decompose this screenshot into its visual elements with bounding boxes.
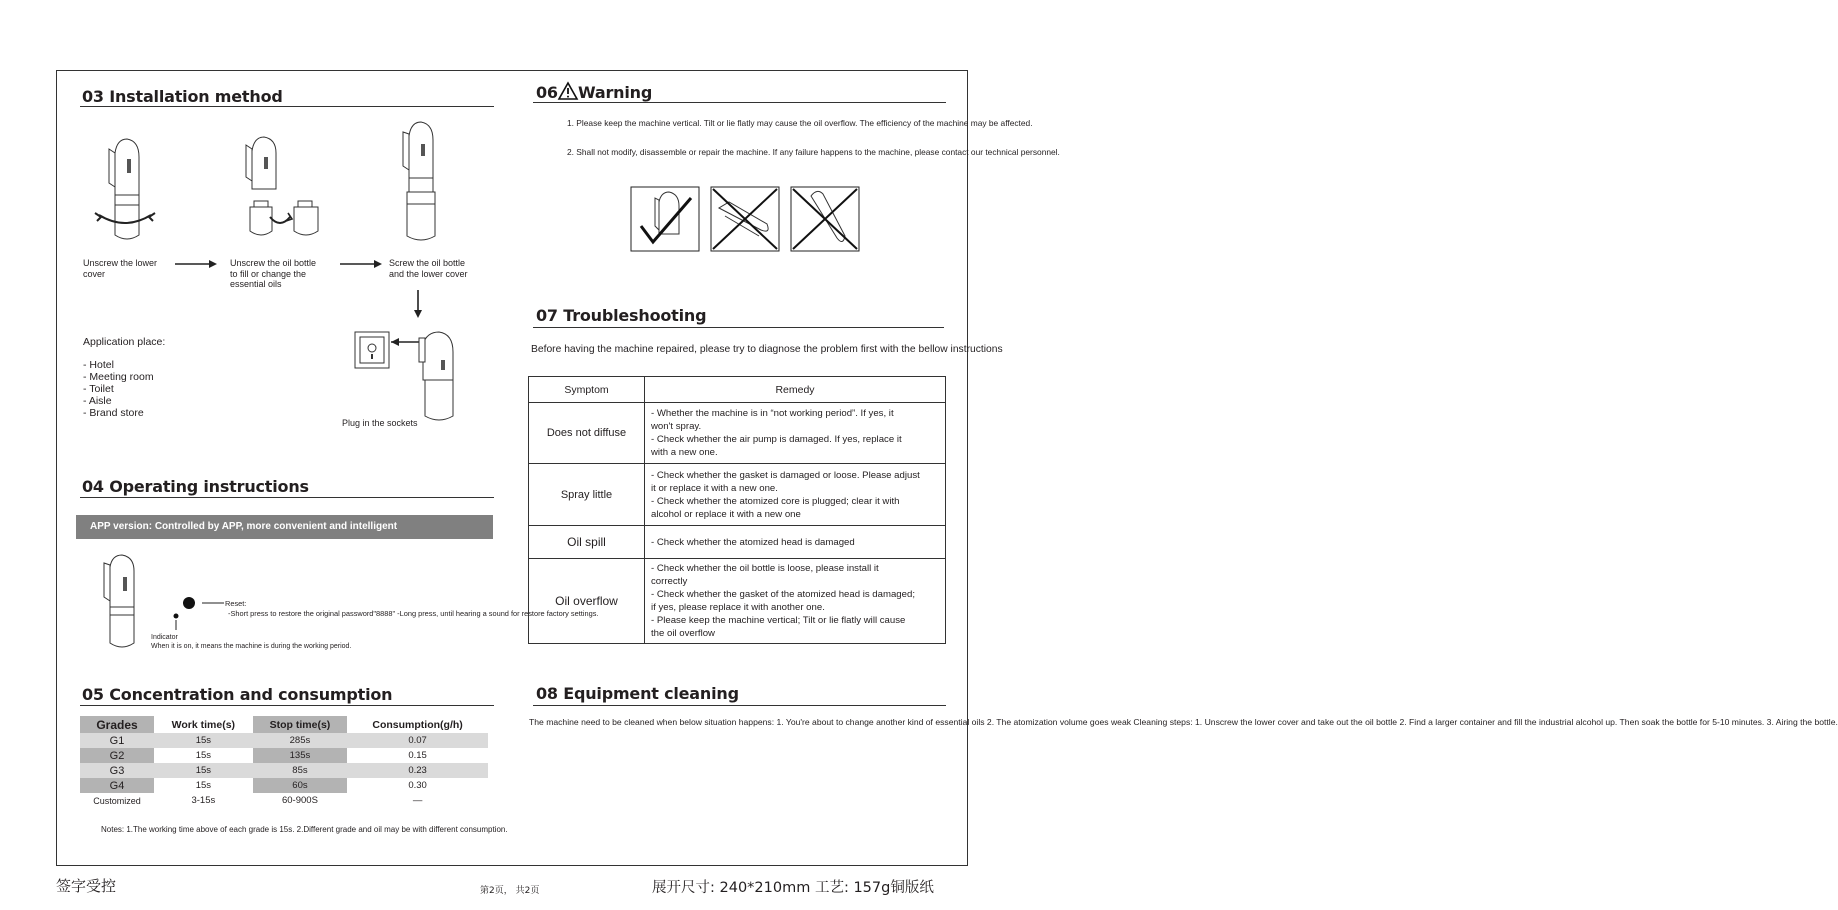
socket-plug-illustration (355, 330, 467, 422)
device-operating-illustration (96, 553, 148, 651)
table-row (80, 748, 488, 763)
app-version-bar: APP version: Controlled by APP, more convenient and intelligent (76, 515, 493, 539)
work-cell: 3-15s (154, 793, 253, 808)
stop-cell: 85s (253, 763, 347, 778)
footer-right: 展开尺寸: 240*210mm 工艺: 157g铜版纸 (652, 880, 934, 896)
header-remedy: Remedy (645, 377, 946, 403)
operating-title: 04 Operating instructions (82, 477, 309, 496)
warning-title: Warning (578, 83, 653, 102)
stop-cell: 135s (253, 748, 347, 763)
symptom-cell: Oil spill (529, 526, 645, 559)
symptom-cell: Does not diffuse (529, 403, 645, 464)
warning-triangle-icon (558, 82, 578, 100)
step-3-caption: Screw the oil bottle and the lower cover (389, 258, 468, 279)
consumption-cell: 0.07 (347, 733, 488, 748)
wrong-lying-icon (711, 187, 779, 251)
device-unscrew-cover-illustration (95, 135, 161, 245)
troubleshooting-intro: Before having the machine repaired, please try to diagnose the problem first with the bellow instructions (531, 344, 1003, 355)
table-row (80, 763, 488, 778)
header-work-time: Work time(s) (154, 716, 253, 733)
down-arrow-icon (412, 290, 424, 318)
troubleshooting-rule (533, 327, 944, 328)
consumption-cell: — (347, 793, 488, 808)
step-arrow-icon (175, 258, 217, 270)
work-cell: 15s (154, 748, 253, 763)
remedy-cell: - Check whether the atomized head is damaged (645, 526, 946, 559)
reset-title: Reset: (225, 599, 247, 608)
work-cell: 15s (154, 763, 253, 778)
application-place: - Aisle (83, 395, 112, 407)
reset-button-icon (172, 596, 232, 636)
orientation-warning-icons (631, 186, 859, 252)
consumption-cell: 0.23 (347, 763, 488, 778)
application-place: - Brand store (83, 407, 144, 419)
consumption-cell: 0.30 (347, 778, 488, 793)
remedy-cell: - Whether the machine is in “not working period”. If yes, it won't spray. - Check whether the air pump is damaged. If yes, replace it with a new one. (645, 403, 946, 464)
grade-cell: G1 (80, 733, 154, 748)
grade-cell: G2 (80, 748, 154, 763)
grade-cell: G4 (80, 778, 154, 793)
reset-lines: -Short press to restore the original password"8888" -Long press, until hearing a sound for restore factory settings. (228, 609, 599, 618)
footer-page-number: 第2页， 共2页 (480, 886, 540, 896)
application-title: Application place: (83, 336, 166, 348)
header-stop-time: Stop time(s) (253, 716, 347, 733)
device-unscrew-bottle-illustration (240, 135, 330, 245)
table-row (529, 526, 946, 559)
cleaning-text: The machine need to be cleaned when below situation happens: 1. You're about to change another kind of essential oils 2. The atomization volume goes weak Cleaning steps: 1. Unscrew the lower cover and take out the oil bottle 2. Find a larger container and fill the industrial alcohol up. Then soak the bottle for 5-10 minutes. 3. Airing the bottle. (529, 717, 1838, 727)
work-cell: 15s (154, 733, 253, 748)
cleaning-rule (533, 705, 946, 706)
troubleshooting-header-row (529, 377, 946, 403)
footer-left: 签字受控 (56, 877, 117, 895)
header-grades: Grades (80, 716, 154, 733)
troubleshooting-title: 07 Troubleshooting (536, 306, 707, 325)
symptom-cell: Spray little (529, 464, 645, 526)
concentration-notes: Notes: 1.The working time above of each grade is 15s. 2.Different grade and oil may be with different consumption. (101, 825, 508, 834)
table-row (529, 464, 946, 526)
troubleshooting-table (528, 376, 946, 644)
header-symptom: Symptom (529, 377, 645, 403)
header-consumption: Consumption(g/h) (347, 716, 488, 733)
stop-cell: 60-900S (253, 793, 347, 808)
stop-cell: 60s (253, 778, 347, 793)
table-row (80, 733, 488, 748)
correct-vertical-icon (631, 187, 699, 251)
step-2-caption: Unscrew the oil bottle to fill or change the essential oils (230, 258, 317, 289)
grade-cell: Customized (80, 793, 154, 808)
warning-item-1: 1. Please keep the machine vertical. Tilt or lie flatly may cause the oil overflow. The efficiency of the machine may be affected. (567, 118, 1033, 128)
warning-rule (533, 102, 946, 103)
installation-rule (80, 106, 494, 107)
step-1-caption: Unscrew the lower cover (83, 258, 158, 279)
application-place: - Toilet (83, 383, 114, 395)
step-arrow-icon (340, 258, 382, 270)
concentration-table (80, 716, 488, 808)
remedy-cell: - Check whether the oil bottle is loose, please install it correctly - Check whether the gasket of the atomized head is damaged; if yes, please replace it with another one. - Please keep the machine vertical; Tilt or lie flatly will cause the oil overflow (645, 559, 946, 644)
installation-title: 03 Installation method (82, 87, 283, 106)
application-place: - Meeting room (83, 371, 154, 383)
indicator-text: When it is on, it means the machine is during the working period. (151, 643, 352, 650)
plug-caption: Plug in the sockets (342, 418, 418, 428)
indicator-title: Indicator (151, 634, 178, 641)
concentration-title: 05 Concentration and consumption (82, 685, 393, 704)
symptom-cell: Oil overflow (529, 559, 645, 644)
concentration-header-row (80, 716, 488, 733)
table-row (529, 559, 946, 644)
remedy-cell: - Check whether the gasket is damaged or loose. Please adjust it or replace it with a new one. - Check whether the atomized core is plugged; clear it with alcohol or replace it with a new one (645, 464, 946, 526)
stop-cell: 285s (253, 733, 347, 748)
warning-item-2: 2. Shall not modify, disassemble or repair the machine. If any failure happens to the machine, please contact our technical personnel. (567, 147, 1060, 157)
cleaning-title: 08 Equipment cleaning (536, 684, 739, 703)
device-assembled-illustration (395, 120, 445, 245)
application-place: - Hotel (83, 359, 114, 371)
operating-rule (80, 497, 494, 498)
concentration-rule (80, 705, 494, 706)
warning-title-prefix: 06 (536, 83, 558, 102)
table-row (80, 778, 488, 793)
consumption-cell: 0.15 (347, 748, 488, 763)
table-row (529, 403, 946, 464)
table-row (80, 793, 488, 808)
grade-cell: G3 (80, 763, 154, 778)
work-cell: 15s (154, 778, 253, 793)
wrong-tilted-icon (791, 187, 859, 251)
